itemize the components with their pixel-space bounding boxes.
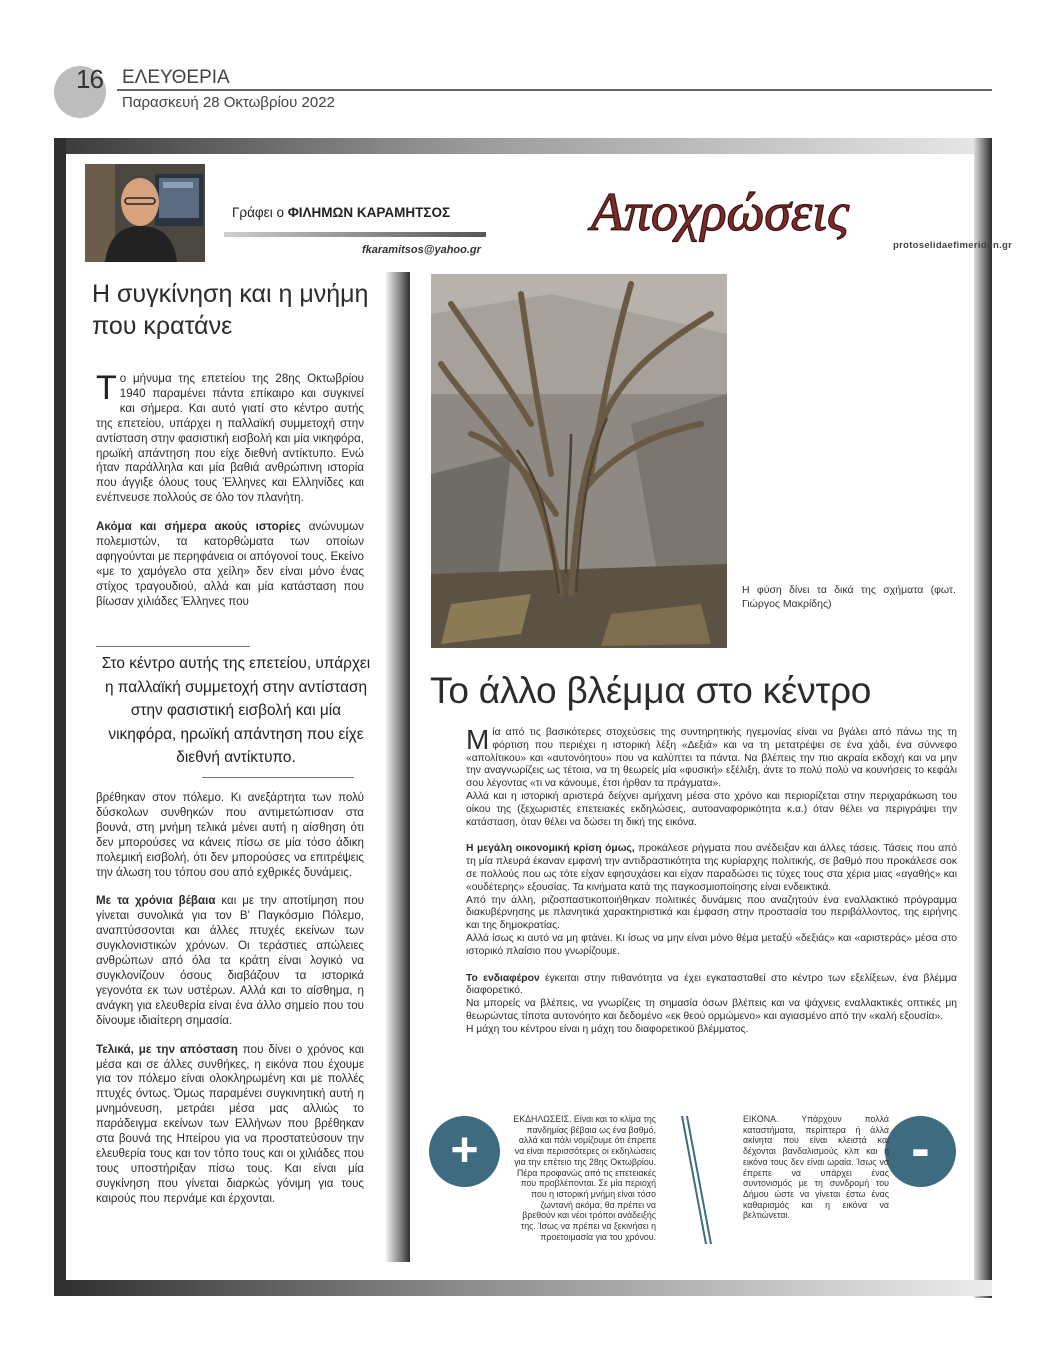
right-paragraph-5: Αλλά ίσως κι αυτό να μη φτάνει. Κι ίσως να μην είναι μόνο θέμα μεταξύ «δεξιάς» και «αριστεράς» μέσα στο ιστορικό πλαίσιο που γνωρίζουμε. <box>466 932 957 957</box>
right-paragraph-6: Το ενδιαφέρον έγκειται στην πιθανότητα να έχει εγκατασταθεί στο κέντρο των εξελίξεων, ένα βλέμμα διαφορετικό. <box>466 972 957 997</box>
right-dropcap: Μ <box>466 724 490 755</box>
right-paragraph-3: Η μεγάλη οικονομική κρίση όμως, προκάλεσε ρήγματα που ανέδειξαν και άλλες τάσεις. Τάσεις που από τη μία πλευρά έκαναν εμφανή την αντιδραστικότητα της κυρίαρχης πολιτικής, σε βαθμό που προκάλεσε σοκ σε πολλούς που ως τότε είχαν εφησυχάσει και είχαν παραδώσει τις τύχες τους στα χέρια μιας «αγαθής» και «ουδέτερης» εξουσίας. Τα κινήματα κατά της παγκοσμιοποίησης είναι ενδεικτικά. <box>466 843 958 893</box>
left-paragraph-1: Το μήνυμα της επετείου της 28ης Οκτωβρίου 1940 παραμένει πάντα επίκαιρο και συγκινεί και σήμερα. Και αυτό γιατί στο κέντρο αυτής της επετείου, υπάρχει η παλλαϊκή συμμετοχή στην αντίσταση στην φασιστική εισβολή και μία νικηφόρα, ηρωϊκή απάντηση που είχε διεθνή αντίκτυπο. Ενώ ήταν παράλληλα και μία βαθιά ανθρώπινη ιστορία που άγγιξε όλους τους Έλληνες και Ελληνίδες και ενέπνευσε πολλούς σε όλο τον πλανήτη. <box>96 369 364 505</box>
page-number: 16 <box>76 64 103 94</box>
left-paragraph-5: Τελικά, με την απόσταση που δίνει ο χρόνος και μέσα και σε άλλες συνθήκες, η εικόνα που έχουμε για τον πόλεμο είναι ολοκληρωμένη και με πολλές πτυχές όντως. Όμως παραμένει συγκινητική αυτή η μνημόνευση, μετράει μέσα μας αλλιώς το παράδειγμα εκείνων των Ελλήνων που βρέθηκαν στα βουνά της Ηπείρου για να προστατεύσουν την ελευθερία τους και τον τόπο τους και οι χιλιάδες που τους υποστήριξαν πίσω τους. Και είναι μία συγκίνηση που γίνεται διαρκώς γόνιμη για τους καιρούς που περνάμε και έρχονται. <box>96 1042 364 1205</box>
byline <box>232 205 450 220</box>
byline-rule <box>224 232 486 237</box>
author-email[interactable]: fkaramitsos@yahoo.gr <box>362 244 481 256</box>
byline-prefix: Γράφει ο <box>232 205 284 220</box>
left-headline: Η συγκίνηση και η μνήμη που κρατάνε <box>92 280 369 340</box>
column-logo <box>525 178 915 248</box>
right-paragraph-2: Αλλά και η ιστορική αριστερά δείχνει αμήχανη μέσα στο χρόνο και περιορίζεται στην περιχαράκωση του οίκου της (ξεχωριστές επετειακές εκδηλώσεις, αυτοαναφορικότητα κ.α.) όταν θέλει να περιγράψει την κατάσταση, όταν θέλει να δώσει τη δική της εικόνα. <box>466 790 957 828</box>
left-paragraph-4: Με τα χρόνια βέβαια και με την αποτίμηση που γίνεται συνολικά για τον Β' Παγκόσμιο Πόλεμο, αναπτύσσονται και άλλες πτυχές εκείνων των συγκλονιστικών χρόνων. Οι τεράστιες απώλειες ανθρώπων από όλα τα κράτη είναι λογικό να συγκλονίζουν όσους διαβάζουν τα ιστορικά γεγονότα εκ των υστέρων. Αλλά και το αίσθημα, η ανάγκη για ελευθερία είναι ένα άλλο σημείο που του δίνουμε ιδιαίτερη σημασία. <box>96 894 365 1027</box>
right-headline: Το άλλο βλέμμα στο κέντρο <box>430 670 872 711</box>
column-title: Αποχρώσεις <box>590 182 850 242</box>
issue-date: Παρασκευή 28 Οκτωβρίου 2022 <box>122 94 335 111</box>
plus-box-text: ΕΚΔΗΛΩΣΕΙΣ. Είναι και το κλίμα της πανδημίας βέβαια ως ένα βαθμό, αλλά και πάλι νομίζουμε ότι έπρεπε να είναι περισσότερες οι εκδηλώσεις για την επέτειο της 28ης Οκτωβρίου. Πέρα προφανώς από τις επετειακές που προβλέπονται. Σε μία περιοχή που η ιστορική μνήμη είναι τόσο ζωντανή ακόμα, θα πρέπει να βρεθούν και νέοι τρόποι ανάδειξής της. Ίσως να πρέπει να ξεκινήσει η προετοιμασία για του χρόνου. <box>513 1114 656 1242</box>
minus-icon: - <box>885 1116 956 1187</box>
left-dropcap: Τ <box>96 369 117 407</box>
left-article-body-top <box>96 369 364 610</box>
author-name: ΦΙΛΗΜΩΝ ΚΑΡΑΜΗΤΣΟΣ <box>287 205 451 220</box>
author-photo <box>85 164 205 262</box>
left-paragraph-2: Ακόμα και σήμερα ακούς ιστορίες ανώνυμων πολεμιστών, τα κατορθώματα των οποίων αφηγούνται με περηφάνεια οι απόγονοί τους. Εκείνο «με το χαμόγελο στα χείλη» δεν είναι μόνο ένας στίχος τραγουδιού, αλλά και μία κατάσταση που βίωσαν χιλιάδες Έλληνες που <box>96 520 364 608</box>
pullquote-rule-bottom <box>202 777 354 778</box>
minus-box-text: ΕΙΚΟΝΑ. Υπάρχουν πολλά καταστήματα, περίπτερα ή άλλα ακίνητα που είναι κλειστά και δέχονται βανδαλισμούς κλπ και η εικόνα τους δεν είναι ωραία. Ίσως να έπρεπε να υπάρχει ένας συντονισμός με τη συνδρομή του Δήμου ώστε να γίνεται έστω ένας καθαρισμός και η εικόνα να βελτιώνεται. <box>743 1114 889 1221</box>
top-frame-band <box>54 138 992 154</box>
box-divider-slash <box>676 1114 716 1246</box>
source-watermark: protoselidaefimeridon.gr <box>893 240 1013 251</box>
plus-icon: + <box>429 1116 500 1187</box>
right-frame-band <box>974 138 992 1298</box>
right-paragraph-4: Από την άλλη, ριζοσπαστικοποιήθηκαν πολιτικές δυνάμεις που αναζητούν ένα εναλλακτικό πρόγραμμα διακυβέρνησης με πλανητικά χαρακτηριστικά και έμφαση στην προστασία του περιβάλλοντος, της ειρήνης και της δημοκρατίας. <box>466 894 957 932</box>
right-article-body <box>466 724 958 1037</box>
right-paragraph-7: Να μπορείς να βλέπεις, να γνωρίζεις τη σημασία όσων βλέπεις και να ψάχνεις εναλλακτικές οπτικές μη θεωρώντας τίποτα αυτονόητο και δεδομένο «εκ θεού ορμώμενο» και αγιασμένο από την «καλή εξουσία». <box>466 998 957 1022</box>
right-paragraph-1: Μία από τις βασικότερες στοχεύσεις της συντηρητικής ηγεμονίας είναι να βγάλει από πάνω της τη φόρτιση που περιέχει η ιστορική λέξη «Δεξιά» και να τη μετατρέψει σε ένα χάδι, ένα σύννεφο «απολίτικου» και «αυτονόητου» που να καλύπτει τα πάντα. Να βλέπεις την πιο ακραία εκδοχή και να μην την αναγνωρίζεις ως τέτοια, να τη θεωρείς μία «φυσική» εξέλιξη, άντε το πολύ πολύ να κουνήσεις το κεφάλι σου λέγοντας «τι να κάνουμε, έτσι ήρθαν τα πράγματα». <box>466 724 957 790</box>
left-frame-band <box>54 138 66 1296</box>
newspaper-name: ΕΛΕΥΘΕΡΙΑ <box>122 67 230 88</box>
left-article-body-bottom <box>96 791 364 1207</box>
pullquote: Στο κέντρο αυτής της επετείου, υπάρχει η παλλαϊκή συμμετοχή στην αντίσταση στην φασιστική εισβολή και μία νικηφόρα, ηρωϊκή απάντηση που είχε διεθνή αντίκτυπο. <box>101 655 371 766</box>
column-divider-band <box>386 272 410 1262</box>
right-paragraph-8: Η μάχη του κέντρου είναι η μάχη του διαφορετικού βλέμματος. <box>466 1023 749 1035</box>
photo-caption: Η φύση δίνει τα δικά της σχήματα (φωτ. Γιώργος Μακρίδης) <box>742 584 956 610</box>
tree-photo <box>431 274 727 648</box>
pullquote-rule-top <box>96 646 250 647</box>
left-paragraph-3: βρέθηκαν στον πόλεμο. Κι ανεξάρτητα των πολύ δύσκολων συνθηκών που αντιμετώπισαν στα βουνά, στη μνήμη τελικά μένει αυτή η αίσθηση ότι δεν μπορούσες να κάνεις πίσω σε μία τόσο άδικη πολεμική εισβολή, ότι δεν μπορούσες να επιτρέψεις την άλωση του τόπου σου από εχθρικές δυνάμεις. <box>96 791 364 879</box>
bottom-frame-band <box>54 1280 992 1296</box>
header-rule <box>117 89 992 91</box>
